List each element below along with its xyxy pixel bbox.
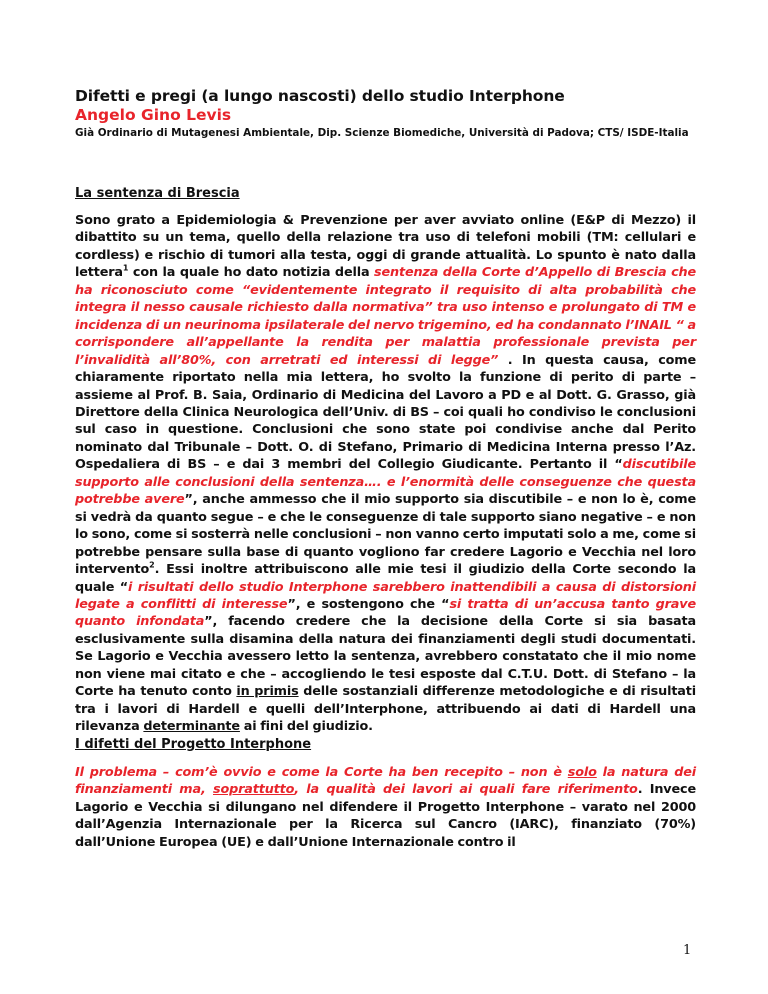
red-statement: , la qualità dei lavori ai quali fare riferimento xyxy=(294,782,638,798)
page-number: 1 xyxy=(683,943,692,958)
red-statement: la natura dei finanziamenti ma, xyxy=(75,765,697,798)
footnote-ref-2[interactable]: 2 xyxy=(149,560,155,570)
underlined-determinante: determinante xyxy=(143,719,240,735)
underlined-in-primis: in primis xyxy=(236,684,299,700)
paragraph-brescia xyxy=(75,212,696,736)
text-run: ”, facendo credere che la decisione della Corte si sia basata esclusivamente sulla disamina della natura dei finanziamenti degli studi documentati. Se Lagorio e Vecchia avessero letto la sentenza, avrebbero constatato che il mio nome non viene mai citato e che – accogliendo le tesi esposte dal C.T.U. Dott. di Stefano – la Corte ha tenuto conto xyxy=(75,614,696,700)
text-run: . In questa causa, come chiaramente riportato nella mia lettera, ho svolto la funzione di perito di parte – assieme al Prof. B. Saia, Ordinario di Medicina del Lavoro a PD e al Dott. G. Grasso, già Direttore della Clinica Neurologica dell’Univ. di BS – coi quali ho condiviso le conclusioni sul caso in questione. Conclusioni che sono state poi condivise anche dal Perito nominato dal Tribunale – Dott. O. di Stefano, Primario di Medicina Interna presso l’Az. Ospedaliera di BS – e dai 3 membri del Collegio Giudicante. Pertanto il “ xyxy=(75,352,696,473)
paragraph-difetti xyxy=(75,764,696,851)
text-run: ”, anche ammesso che il mio supporto sia discutibile – e non lo è, come si vedrà da quanto segue – e che le conseguenze di tale supporto siano negative – e non lo sono, come si sosterrà nelle conclusioni – non vanno certo imputati solo a me, come si potrebbe pensare sulla base di quanto vogliono far credere Lagorio e Vecchia nel loro intervento xyxy=(75,492,696,578)
author-name: Angelo Gino Levis xyxy=(75,106,232,124)
text-run: . Invece Lagorio e Vecchia si dilungano nel difendere il Progetto Interphone – varato nel 2000 dall’Agenzia Internazionale per la Ricerca sul Cancro (IARC), finanziato (70%) dall’Unione Europea (UE) e dall’Unione Internazionale contro il xyxy=(75,782,696,850)
text-run: ”, e sostengono che “ xyxy=(287,596,450,612)
text-run: . Essi inoltre attribuiscono alle mie tesi il giudizio della Corte secondo la quale “ xyxy=(75,562,696,595)
section-heading-brescia: La sentenza di Brescia xyxy=(75,186,240,201)
text-run: Sono grato a Epidemiologia & Prevenzione per aver avviato online (E&P di Mezzo) il dibattito su un tema, quello della relazione tra uso di telefoni mobili (TM: cellulari e cordless) e rischio di tumori alla testa, oggi di grande attualità. Lo spunto è nato dalla lettera xyxy=(75,213,696,281)
text-run: delle sostanziali differenze metodologiche e di risultati tra i lavori di Hardell e quelli dell’Interphone, attribuendo ai dati di Hardell una rilevanza xyxy=(75,684,696,735)
red-statement: Il problema – com’è ovvio e come la Corte ha ben recepito – non è xyxy=(75,765,568,780)
article-title: Difetti e pregi (a lungo nascosti) dello studio Interphone xyxy=(75,87,565,105)
red-underlined-soprattutto: soprattutto xyxy=(213,782,295,798)
footnote-ref-1[interactable]: 1 xyxy=(122,264,129,274)
author-affiliation: Già Ordinario di Mutagenesi Ambientale, Dip. Scienze Biomediche, Università di Padova; CTS/ ISDE-Italia xyxy=(75,127,689,139)
red-quote-supporto: discutibile supporto alle conclusioni della sentenza…. e l’enormità delle conseguenze che questa potrebbe avere xyxy=(75,457,696,508)
red-quote-accusa: si tratta di un’accusa tanto grave quanto infondata xyxy=(75,596,697,630)
red-quote-interphone: i risultati dello studio Interphone sarebbero inattendibili a causa di distorsioni legate a conflitti di interesse xyxy=(75,579,696,612)
text-run: ai fini del giudizio. xyxy=(239,719,373,735)
section-heading-difetti: I difetti del Progetto Interphone xyxy=(75,737,312,752)
red-underlined-solo: solo xyxy=(567,765,597,780)
red-quote-sentence: sentenza della Corte d’Appello di Brescia che ha riconosciuto come “evidentemente integrato il requisito di alta probabilità che integra il nesso causale richiesto dalla normativa” tra uso intenso e prolungato di TM e incidenza di un neurinoma ipsilaterale del nervo trigemino, ed ha condannato l’INAIL “ a corrispondere all’appellante la rendita per malattia professionale prevista per l’invalidità all’80%, con arretrati ed interessi di legge” xyxy=(75,265,696,368)
text-run: con la quale ho dato notizia della xyxy=(128,265,375,281)
